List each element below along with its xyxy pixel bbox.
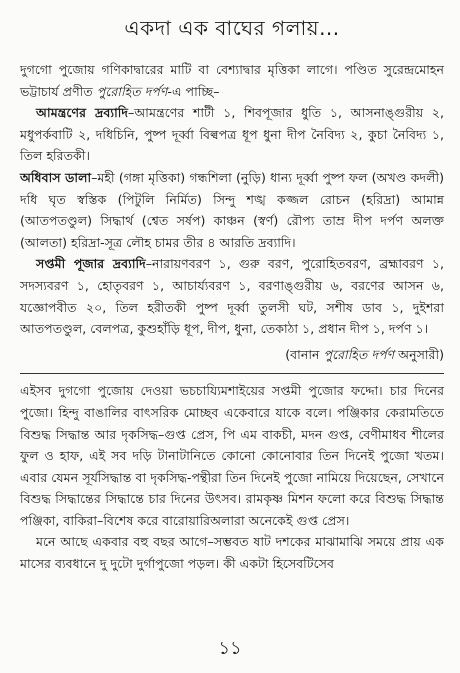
list-heading: সপ্তমী পূজার দ্রব্যাদি — [36, 256, 146, 272]
list-body: –আমন্ত্রণের শাটী ১, শিবপূজার ধুতি ১, আসনাঙ্গুরীয় ২, মধুপর্কবাটি ২, দধিচিনি, পুষ্প দূর্ব্বা বিল্বপত্র ধূপ ধুনা দীপ নৈবিদ্য ২, কুচা নৈবিদ্য ১, তিল হরিতকী। — [20, 105, 445, 164]
list-body: –মহী (গঙ্গা মৃত্তিকা) গন্ধশিলা (নুড়ি) ধান্য দূর্ব্বা পুষ্প ফল (অখণ্ড কদলী) দধি ঘৃত স্বস্তিক (পিটুলি নির্মিত) সিন্দু শঙ্খ কজ্জল রোচন (হরিদ্রা) আমান্ন (আতপতণ্ডুল) সিদ্ধার্থ (শ্বেত সর্ষপ) কাঞ্চন (স্বর্ণ) রৌপ্য তাম্র দীপ দর্পণ অলক্ত (আলতা) হরিদ্রা-সূত্র লৌহ চামর তীর ৪ আরতি দ্রব্যাদি। — [20, 169, 444, 250]
divider — [20, 373, 444, 374]
intro-text-end: -এ পাচ্ছি– — [167, 83, 220, 99]
intro-text: দুগগো পুজোয় গণিকাদ্বারের মাটি বা বেশ্যাদ্বার মৃত্তিকা লাগে। পণ্ডিত সুরেন্দ্রমোহন ভট্টাচার্য প্রণীত — [20, 62, 444, 99]
list-body: –নারায়ণবরণ ১, গুরু বরণ, পুরোহিতবরণ, ব্রহ্মাবরণ ১, সদস্যবরণ ১, হোতৃবরণ ১, আচার্য্যবরণ ১, বরণাঙ্গুরীয় ৬, বরণের আসন ৬, যজ্ঞোপবীত ২০, তিল হরীতকী পুষ্প দূর্ব্বা তুলসী ঘট, সশীষ ডাব ১, দুইশরা আতপতণ্ডুল, বেলপত্র, কুশুহাঁড়ি ধূপ, দীপ, ধুনা, তেকাঠা ১, প্রধান দীপ ১, দর্পণ ১। — [20, 256, 444, 337]
intro-paragraph — [20, 59, 444, 102]
chapter-title: একদা এক বাঘের গলায়... — [124, 16, 340, 40]
body-paragraph-continued: মনে আছে একবার বহু বছর আগে–সম্ভবত ষাট দশকের মাঝামাঝি সময়ে প্রায় এক মাসের ব্যবধানে দু দুটো দুর্গাপুজো পড়ল। কী একটা হিসেবটিসেব — [20, 534, 444, 572]
source-note — [20, 344, 444, 366]
body-paragraph: এইসব দুগগো পুজোয় দেওয়া ভচচায্যিমশাইয়ের সপ্তমী পুজোর ফদ্দো। চার দিনের পুজো। হিন্দু বাঙালির বাৎসরিক মোচ্ছব একেবারে যাকে বলে। পঞ্জিকার কেরামতিতে বিশুদ্ধ সিদ্ধান্ত আর দৃকসিদ্ধ–গুপ্ত প্রেস, পি এম বাকচী, মদন গুপ্ত, বেণীমাধব শীলের ফুল ও হাফ, এই সব দড়ি টানাটানিতে কোনো কোনোবার তিন দিনেই পুজো খতম। এবার যেমন সূর্যসিদ্ধান্ত বা দৃকসিদ্ধ-পন্থীরা তিন দিনেই পুজো নামিয়ে দিয়েছেন, সেখানে বিশুদ্ধ সিদ্ধান্তের সিদ্ধান্তে চার দিনের উৎসব। রামকৃষ্ণ মিশন ফলো করে বিশুদ্ধ সিদ্ধান্ত পঞ্জিকা, বাকিরা–বিশেষ করে বারোয়ারিঅলারা অনেকেই গুপ্ত প্রেস। — [20, 383, 444, 528]
source-text-end: অনুসারী) — [394, 346, 444, 362]
list-heading: আমন্ত্রণের দ্রব্যাদি — [36, 105, 128, 121]
page-number: ১১ — [218, 638, 242, 659]
source-text: (বানান — [285, 346, 324, 362]
list-invitation — [20, 102, 444, 167]
list-saptami — [20, 253, 444, 339]
source-italic: পুরোহিত দর্পণ — [323, 346, 395, 362]
list-heading: অধিবাস ডালা — [20, 169, 92, 185]
book-title-italic: পুরোহিত দর্পণ — [96, 83, 168, 99]
list-adhibas — [20, 167, 444, 253]
